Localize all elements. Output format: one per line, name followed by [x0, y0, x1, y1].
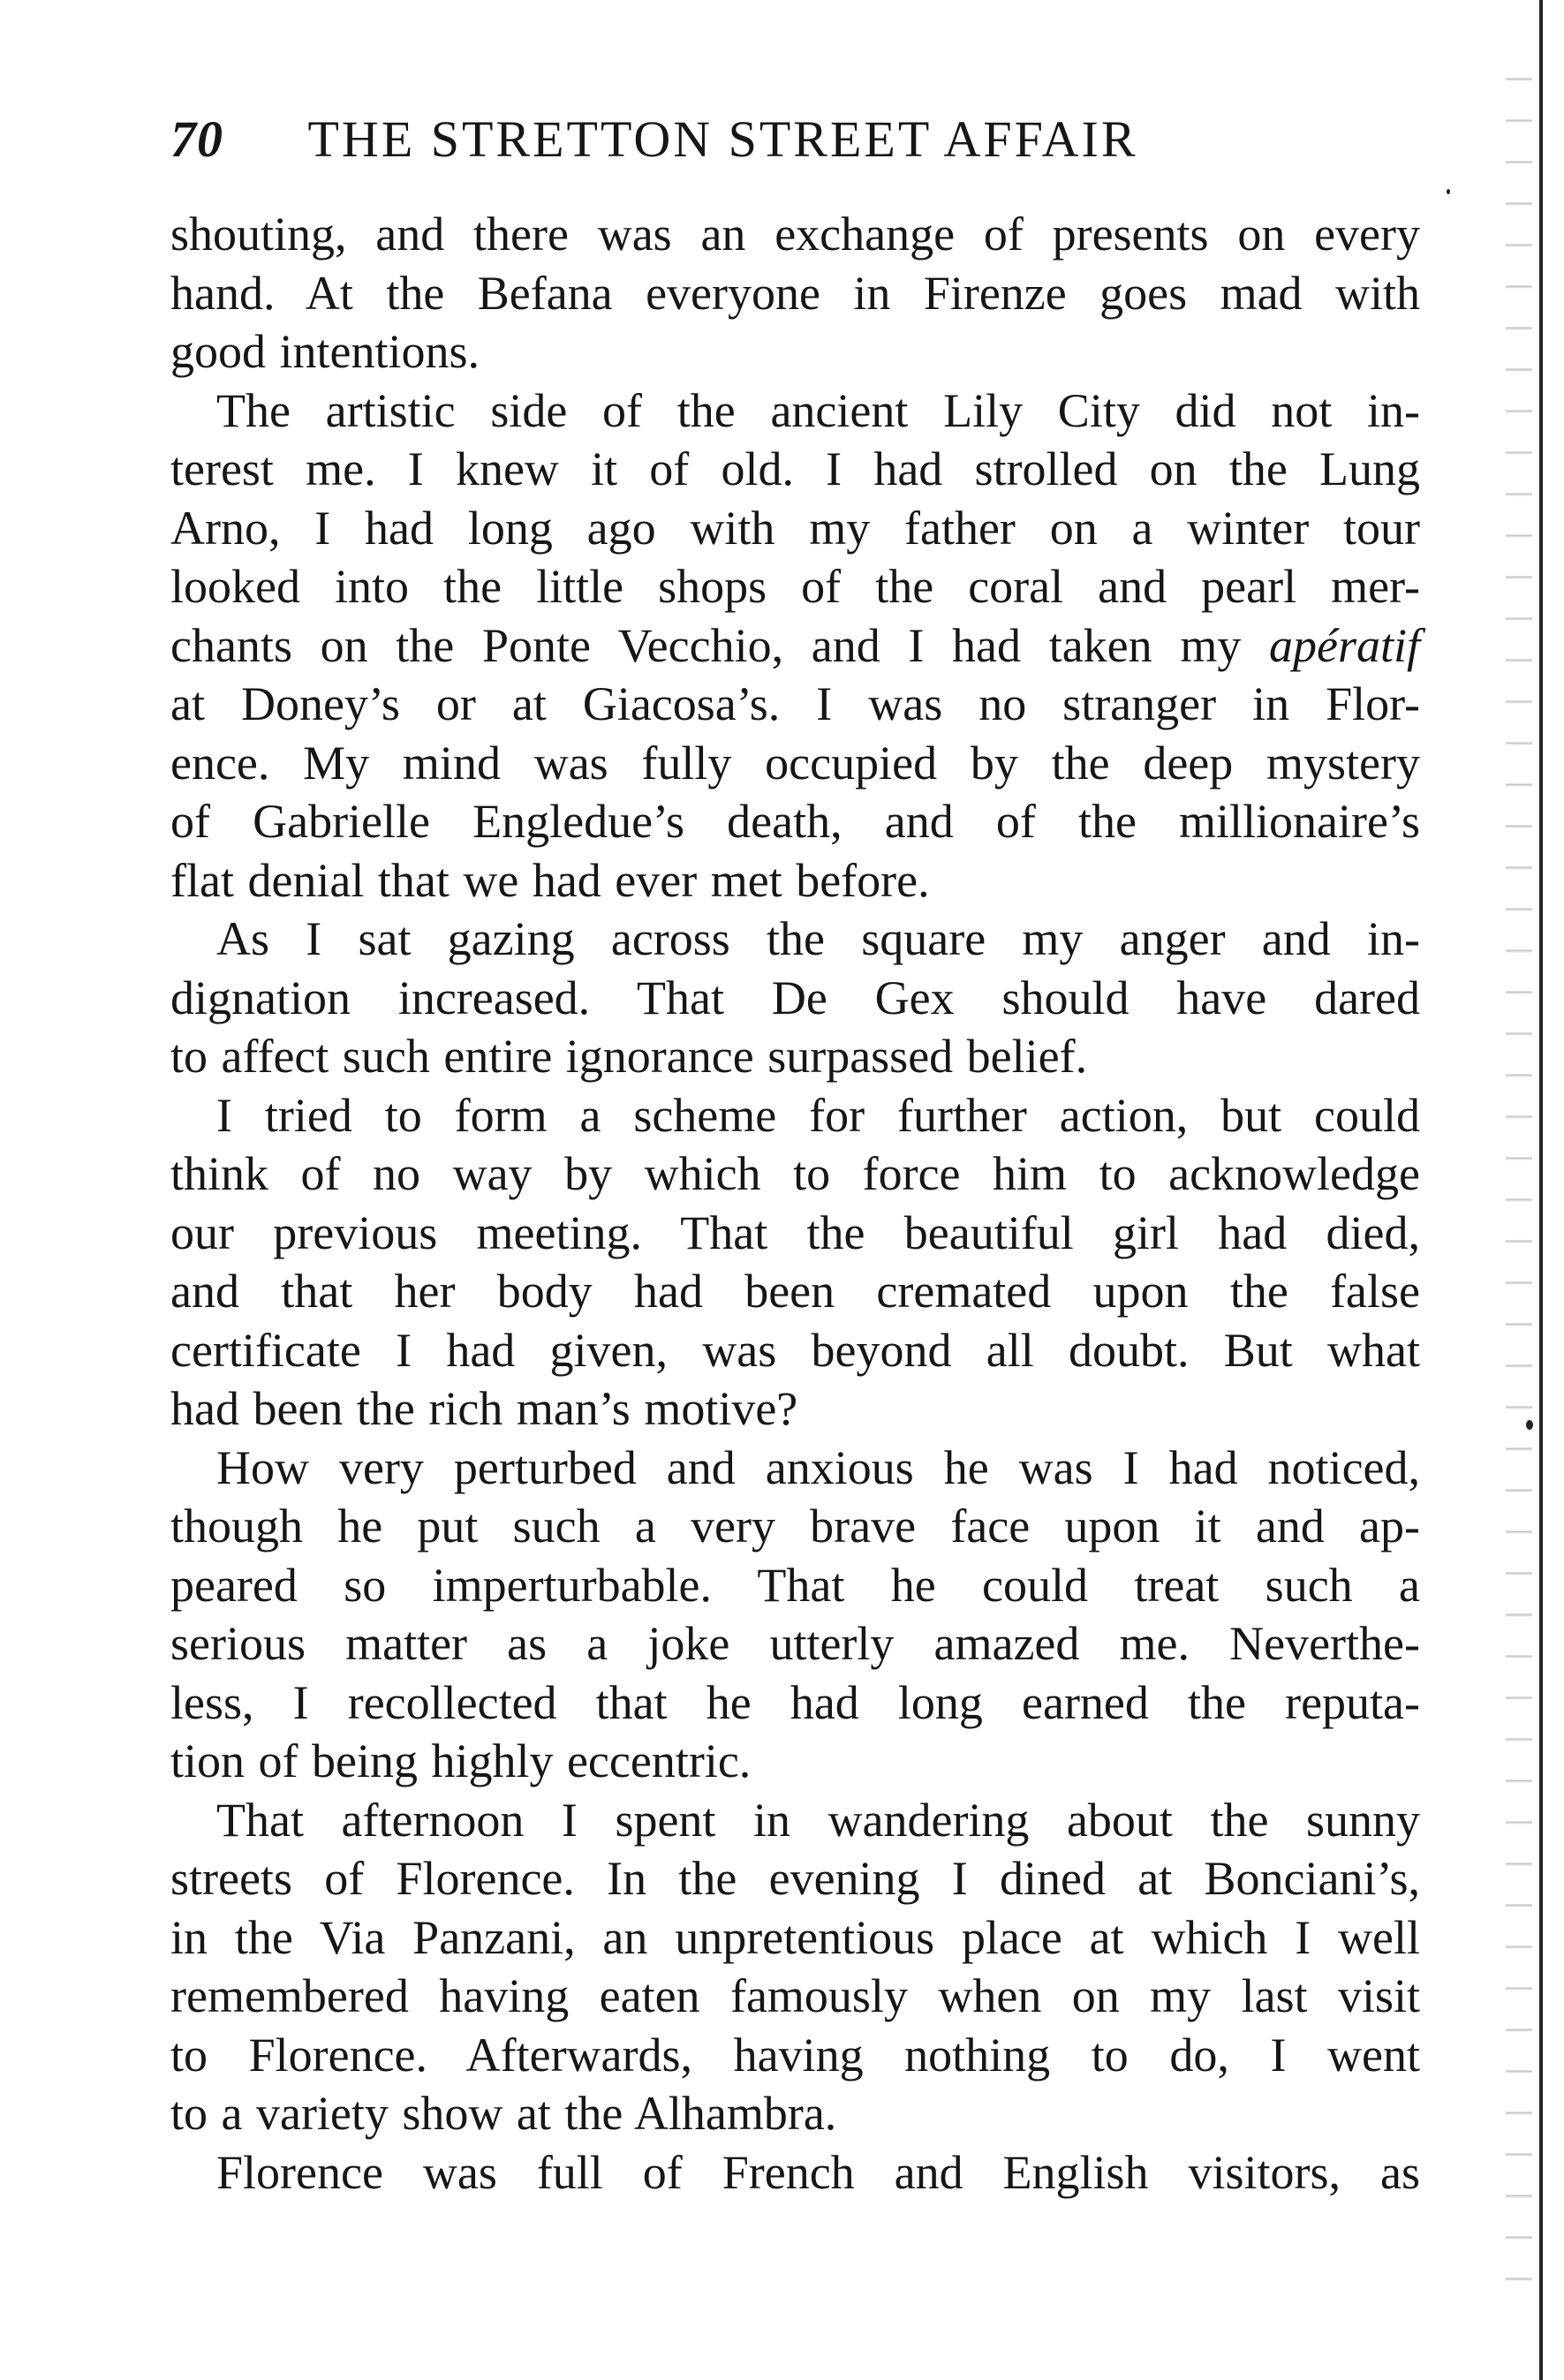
text-line [170, 322, 1420, 382]
text-line-content: serious matter as a joke utterly amazed me. Neverthe- [170, 1617, 1420, 1670]
text-line [170, 1027, 1420, 1086]
text-line-content: think of no way by which to force him to acknowledge [170, 1147, 1420, 1200]
text-line-content: flat denial that we had ever met before. [170, 853, 930, 907]
text-line-content: ence. My mind was fully occupied by the deep mystery [170, 736, 1420, 790]
text-line [170, 734, 1420, 793]
scan-edge-specks [1506, 62, 1532, 2314]
text-line-content: peared so imperturbable. That he could treat such a [170, 1558, 1420, 1612]
text-line [170, 675, 1420, 734]
stray-ink-dot [1526, 1420, 1533, 1430]
text-line-content: The artistic side of the ancient Lily City did not in- [216, 383, 1420, 437]
text-line-content: tion of being highly eccentric. [170, 1734, 752, 1787]
text-line-content: shouting, and there was an exchange of presents on every [170, 208, 1420, 261]
text-line [170, 616, 1420, 676]
text-line-content: to a variety show at the Alhambra. [170, 2087, 837, 2140]
text-line [170, 1908, 1420, 1968]
text-line [170, 1086, 1420, 1145]
italic-word: apératif [1269, 618, 1420, 672]
running-header [170, 104, 1407, 175]
text-line-content: How very perturbed and anxious he was I had noticed, [216, 1440, 1420, 1494]
text-line [170, 1439, 1420, 1498]
text-line [170, 792, 1420, 851]
text-line [170, 851, 1420, 910]
text-line [170, 1967, 1420, 2026]
text-line-content: at Doney’s or at Giacosa’s. I was no stranger in Flor- [170, 677, 1420, 730]
text-line [170, 440, 1420, 499]
text-line [170, 264, 1420, 323]
text-line-content: to Florence. Afterwards, having nothing to do, I went [170, 2028, 1420, 2082]
text-line-content: in the Via Panzani, an unpretentious place at which I well [170, 1910, 1420, 1964]
text-line-content: dignation increased. That De Gex should have dared [170, 971, 1420, 1024]
text-line-content: terest me. I knew it of old. I had strolled on the Lung [170, 442, 1420, 495]
text-line [170, 910, 1420, 969]
body-text [170, 205, 1420, 2202]
text-line-content: less, I recollected that he had long earned the reputa- [170, 1675, 1420, 1729]
text-line [170, 2084, 1420, 2143]
text-line-content: As I sat gazing across the square my anger and in- [216, 912, 1420, 965]
text-line-content: to affect such entire ignorance surpassed belief. [170, 1030, 1088, 1083]
text-line [170, 1674, 1420, 1733]
text-line-content: streets of Florence. In the evening I dined at Bonciani’s, [170, 1852, 1420, 1905]
text-line-content: Florence was full of French and English visitors, as [216, 2145, 1420, 2199]
text-line [170, 205, 1420, 264]
page-binding-edge [1539, 0, 1548, 2380]
page-number: 70 [170, 110, 223, 168]
text-line [170, 2026, 1420, 2085]
text-line [170, 969, 1420, 1028]
text-line [170, 1556, 1420, 1615]
text-line-content: That afternoon I spent in wandering about the sunny [216, 1793, 1420, 1847]
text-line-content: looked into the little shops of the coral and pearl mer- [170, 560, 1420, 613]
text-line-content: good intentions. [170, 325, 480, 378]
text-line [170, 1849, 1420, 1908]
text-line-content: though he put such a very brave face upon it and ap- [170, 1500, 1420, 1553]
text-line-content: Arno, I had long ago with my father on a winter tour [170, 501, 1420, 555]
text-line-content: and that her body had been cremated upon the false [170, 1265, 1420, 1318]
text-line [170, 1732, 1420, 1791]
text-line-content: remembered having eaten famously when on my last visit [170, 1969, 1420, 2022]
running-title: THE STRETTON STREET AFFAIR [307, 110, 1138, 168]
text-line-content: of Gabrielle Engledue’s death, and of the millionaire’s [170, 795, 1420, 848]
text-line [170, 499, 1420, 558]
text-line-content: I tried to form a scheme for further action, but could [216, 1088, 1420, 1142]
text-line [170, 1379, 1420, 1439]
text-line [170, 557, 1420, 616]
text-line [170, 382, 1420, 441]
text-line [170, 1262, 1420, 1321]
text-line [170, 1497, 1420, 1556]
text-line-content: certificate I had given, was beyond all doubt. But what [170, 1323, 1420, 1377]
text-line [170, 1204, 1420, 1263]
text-line-content: had been the rich man’s motive? [170, 1382, 798, 1435]
text-line [170, 1145, 1420, 1204]
text-line-content: chants on the Ponte Vecchio, and I had taken my [170, 618, 1269, 672]
text-line [170, 2143, 1420, 2202]
text-line-content: our previous meeting. That the beautiful girl had died, [170, 1205, 1420, 1259]
stray-ink-dot [1447, 189, 1450, 194]
text-line-content: hand. At the Befana everyone in Firenze goes mad with [170, 266, 1420, 320]
text-line [170, 1614, 1420, 1674]
text-line [170, 1321, 1420, 1380]
text-line [170, 1791, 1420, 1850]
